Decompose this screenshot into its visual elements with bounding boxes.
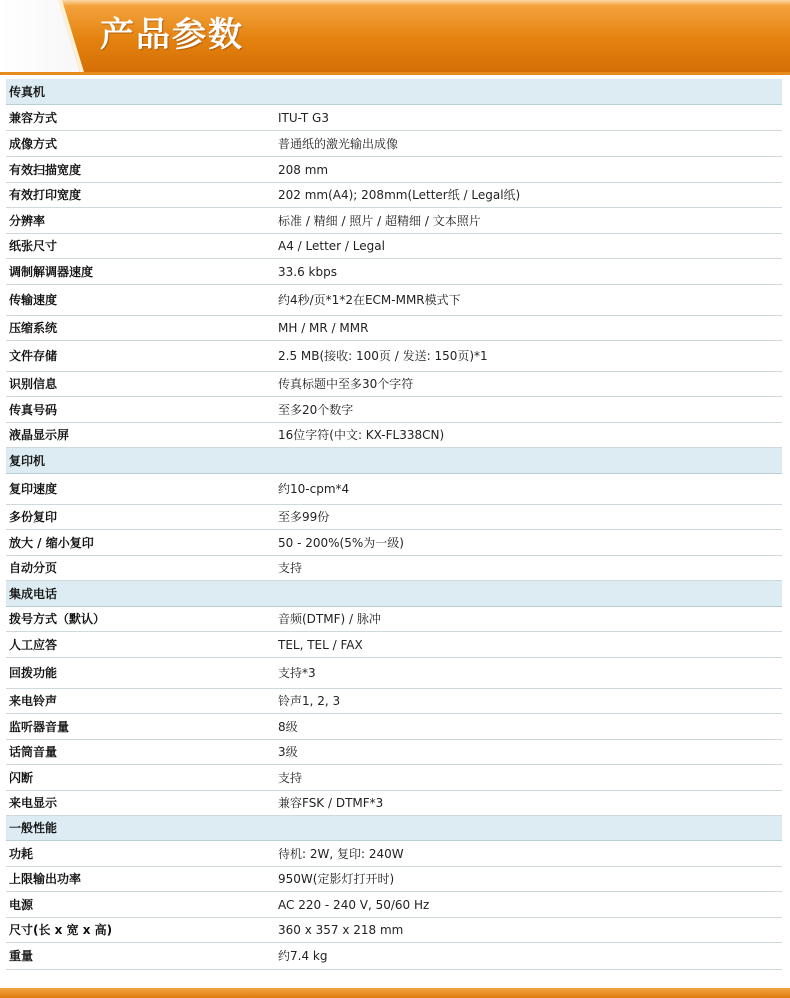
spec-label: 话筒音量: [9, 745, 58, 759]
spec-row: [6, 714, 782, 740]
section-header: [6, 816, 782, 841]
page-title: 产品参数: [100, 15, 244, 55]
spec-value: 33.6 kbps: [278, 264, 337, 279]
spec-row: [6, 423, 782, 448]
spec-row: [6, 157, 782, 183]
spec-row: [6, 372, 782, 397]
spec-row: [6, 791, 782, 816]
spec-row: [6, 607, 782, 632]
spec-label: 人工应答: [9, 637, 58, 652]
spec-value: 支持*3: [278, 666, 316, 680]
spec-row: [6, 943, 782, 970]
spec-label: 功耗: [9, 846, 34, 861]
spec-label: 拨号方式（默认）: [9, 612, 106, 626]
section-title: 传真机: [9, 84, 46, 99]
spec-value: ITU-T G3: [278, 110, 329, 125]
spec-label: 重量: [9, 949, 34, 963]
spec-value: 3级: [278, 745, 298, 759]
spec-label: 电源: [9, 897, 34, 912]
spec-row: [6, 658, 782, 689]
spec-label: 传输速度: [9, 293, 58, 307]
spec-row: [6, 530, 782, 556]
spec-row: [6, 556, 782, 581]
spec-value: 支持: [278, 561, 303, 575]
section-title: 一般性能: [9, 821, 58, 835]
spec-label: 放大 / 缩小复印: [9, 535, 94, 550]
spec-row: [6, 765, 782, 791]
spec-row: [6, 131, 782, 157]
spec-row: [6, 234, 782, 259]
spec-table: [6, 79, 782, 970]
spec-label: 复印速度: [9, 482, 58, 496]
spec-value: 标准 / 精细 / 照片 / 超精细 / 文本照片: [278, 213, 481, 228]
spec-value: 约10-cpm*4: [278, 482, 350, 496]
spec-row: [6, 867, 782, 892]
spec-row: [6, 474, 782, 505]
footer-bar: [0, 988, 790, 998]
spec-label: 来电铃声: [9, 694, 58, 708]
spec-label: 传真号码: [9, 402, 58, 417]
spec-value: 208 mm: [278, 162, 329, 177]
spec-value: MH / MR / MMR: [278, 321, 369, 335]
spec-label: 液晶显示屏: [9, 428, 70, 442]
spec-row: [6, 208, 782, 234]
spec-value: 兼容FSK / DTMF*3: [278, 796, 384, 810]
spec-value: AC 220 - 240 V, 50/60 Hz: [278, 897, 430, 912]
spec-row: [6, 892, 782, 918]
spec-label: 压缩系统: [9, 321, 58, 335]
section-title: 集成电话: [9, 586, 58, 601]
spec-value: 传真标题中至多30个字符: [278, 377, 414, 391]
spec-label: 分辨率: [9, 213, 46, 228]
spec-value: 铃声1, 2, 3: [278, 694, 341, 708]
spec-label: 自动分页: [9, 561, 58, 575]
spec-value: TEL, TEL / FAX: [278, 637, 363, 652]
spec-label: 多份复印: [9, 510, 58, 524]
spec-row: [6, 285, 782, 316]
spec-value: A4 / Letter / Legal: [278, 239, 385, 253]
spec-label: 监听器音量: [9, 719, 70, 734]
spec-label: 上限输出功率: [9, 872, 82, 886]
spec-row: [6, 841, 782, 867]
spec-label: 有效打印宽度: [9, 188, 82, 202]
spec-value: 约7.4 kg: [278, 949, 328, 963]
spec-row: [6, 105, 782, 131]
spec-row: [6, 316, 782, 341]
spec-label: 调制解调器速度: [9, 264, 94, 279]
spec-label: 来电显示: [9, 796, 58, 810]
spec-value: 约4秒/页*1*2在ECM-MMR模式下: [278, 293, 461, 307]
spec-row: [6, 740, 782, 765]
spec-value: 2.5 MB(接收: 100页 / 发送: 150页)*1: [278, 349, 488, 363]
header-underline: [0, 72, 790, 75]
spec-value: 360 x 357 x 218 mm: [278, 923, 404, 937]
spec-value: 202 mm(A4); 208mm(Letter纸 / Legal纸): [278, 188, 521, 202]
section-header: [6, 581, 782, 607]
spec-label: 文件存储: [9, 349, 58, 363]
spec-value: 至多99份: [278, 510, 330, 524]
spec-value: 普通纸的激光输出成像: [278, 136, 399, 151]
spec-value: 待机: 2W, 复印: 240W: [278, 846, 404, 861]
spec-row: [6, 632, 782, 658]
spec-value: 至多20个数字: [278, 402, 354, 417]
spec-row: [6, 918, 782, 943]
page-header: [0, 0, 790, 72]
spec-label: 闪断: [9, 770, 34, 785]
spec-value: 16位字符(中文: KX-FL338CN): [278, 428, 445, 442]
spec-label: 识别信息: [9, 377, 58, 391]
spec-row: [6, 689, 782, 714]
spec-label: 尺寸(长 x 宽 x 高): [9, 923, 113, 937]
spec-value: 50 - 200%(5%为一级): [278, 535, 404, 550]
section-title: 复印机: [9, 453, 46, 468]
spec-label: 有效扫描宽度: [9, 162, 82, 177]
spec-label: 兼容方式: [9, 110, 58, 125]
spec-row: [6, 341, 782, 372]
spec-label: 纸张尺寸: [9, 239, 58, 253]
section-header: [6, 79, 782, 105]
spec-value: 支持: [278, 770, 303, 785]
spec-label: 回拨功能: [9, 666, 58, 680]
spec-row: [6, 397, 782, 423]
spec-value: 音频(DTMF) / 脉冲: [278, 612, 381, 626]
spec-value: 8级: [278, 719, 298, 734]
spec-label: 成像方式: [9, 136, 58, 151]
spec-value: 950W(定影灯打开时): [278, 872, 395, 886]
spec-row: [6, 183, 782, 208]
section-header: [6, 448, 782, 474]
spec-row: [6, 259, 782, 285]
spec-row: [6, 505, 782, 530]
